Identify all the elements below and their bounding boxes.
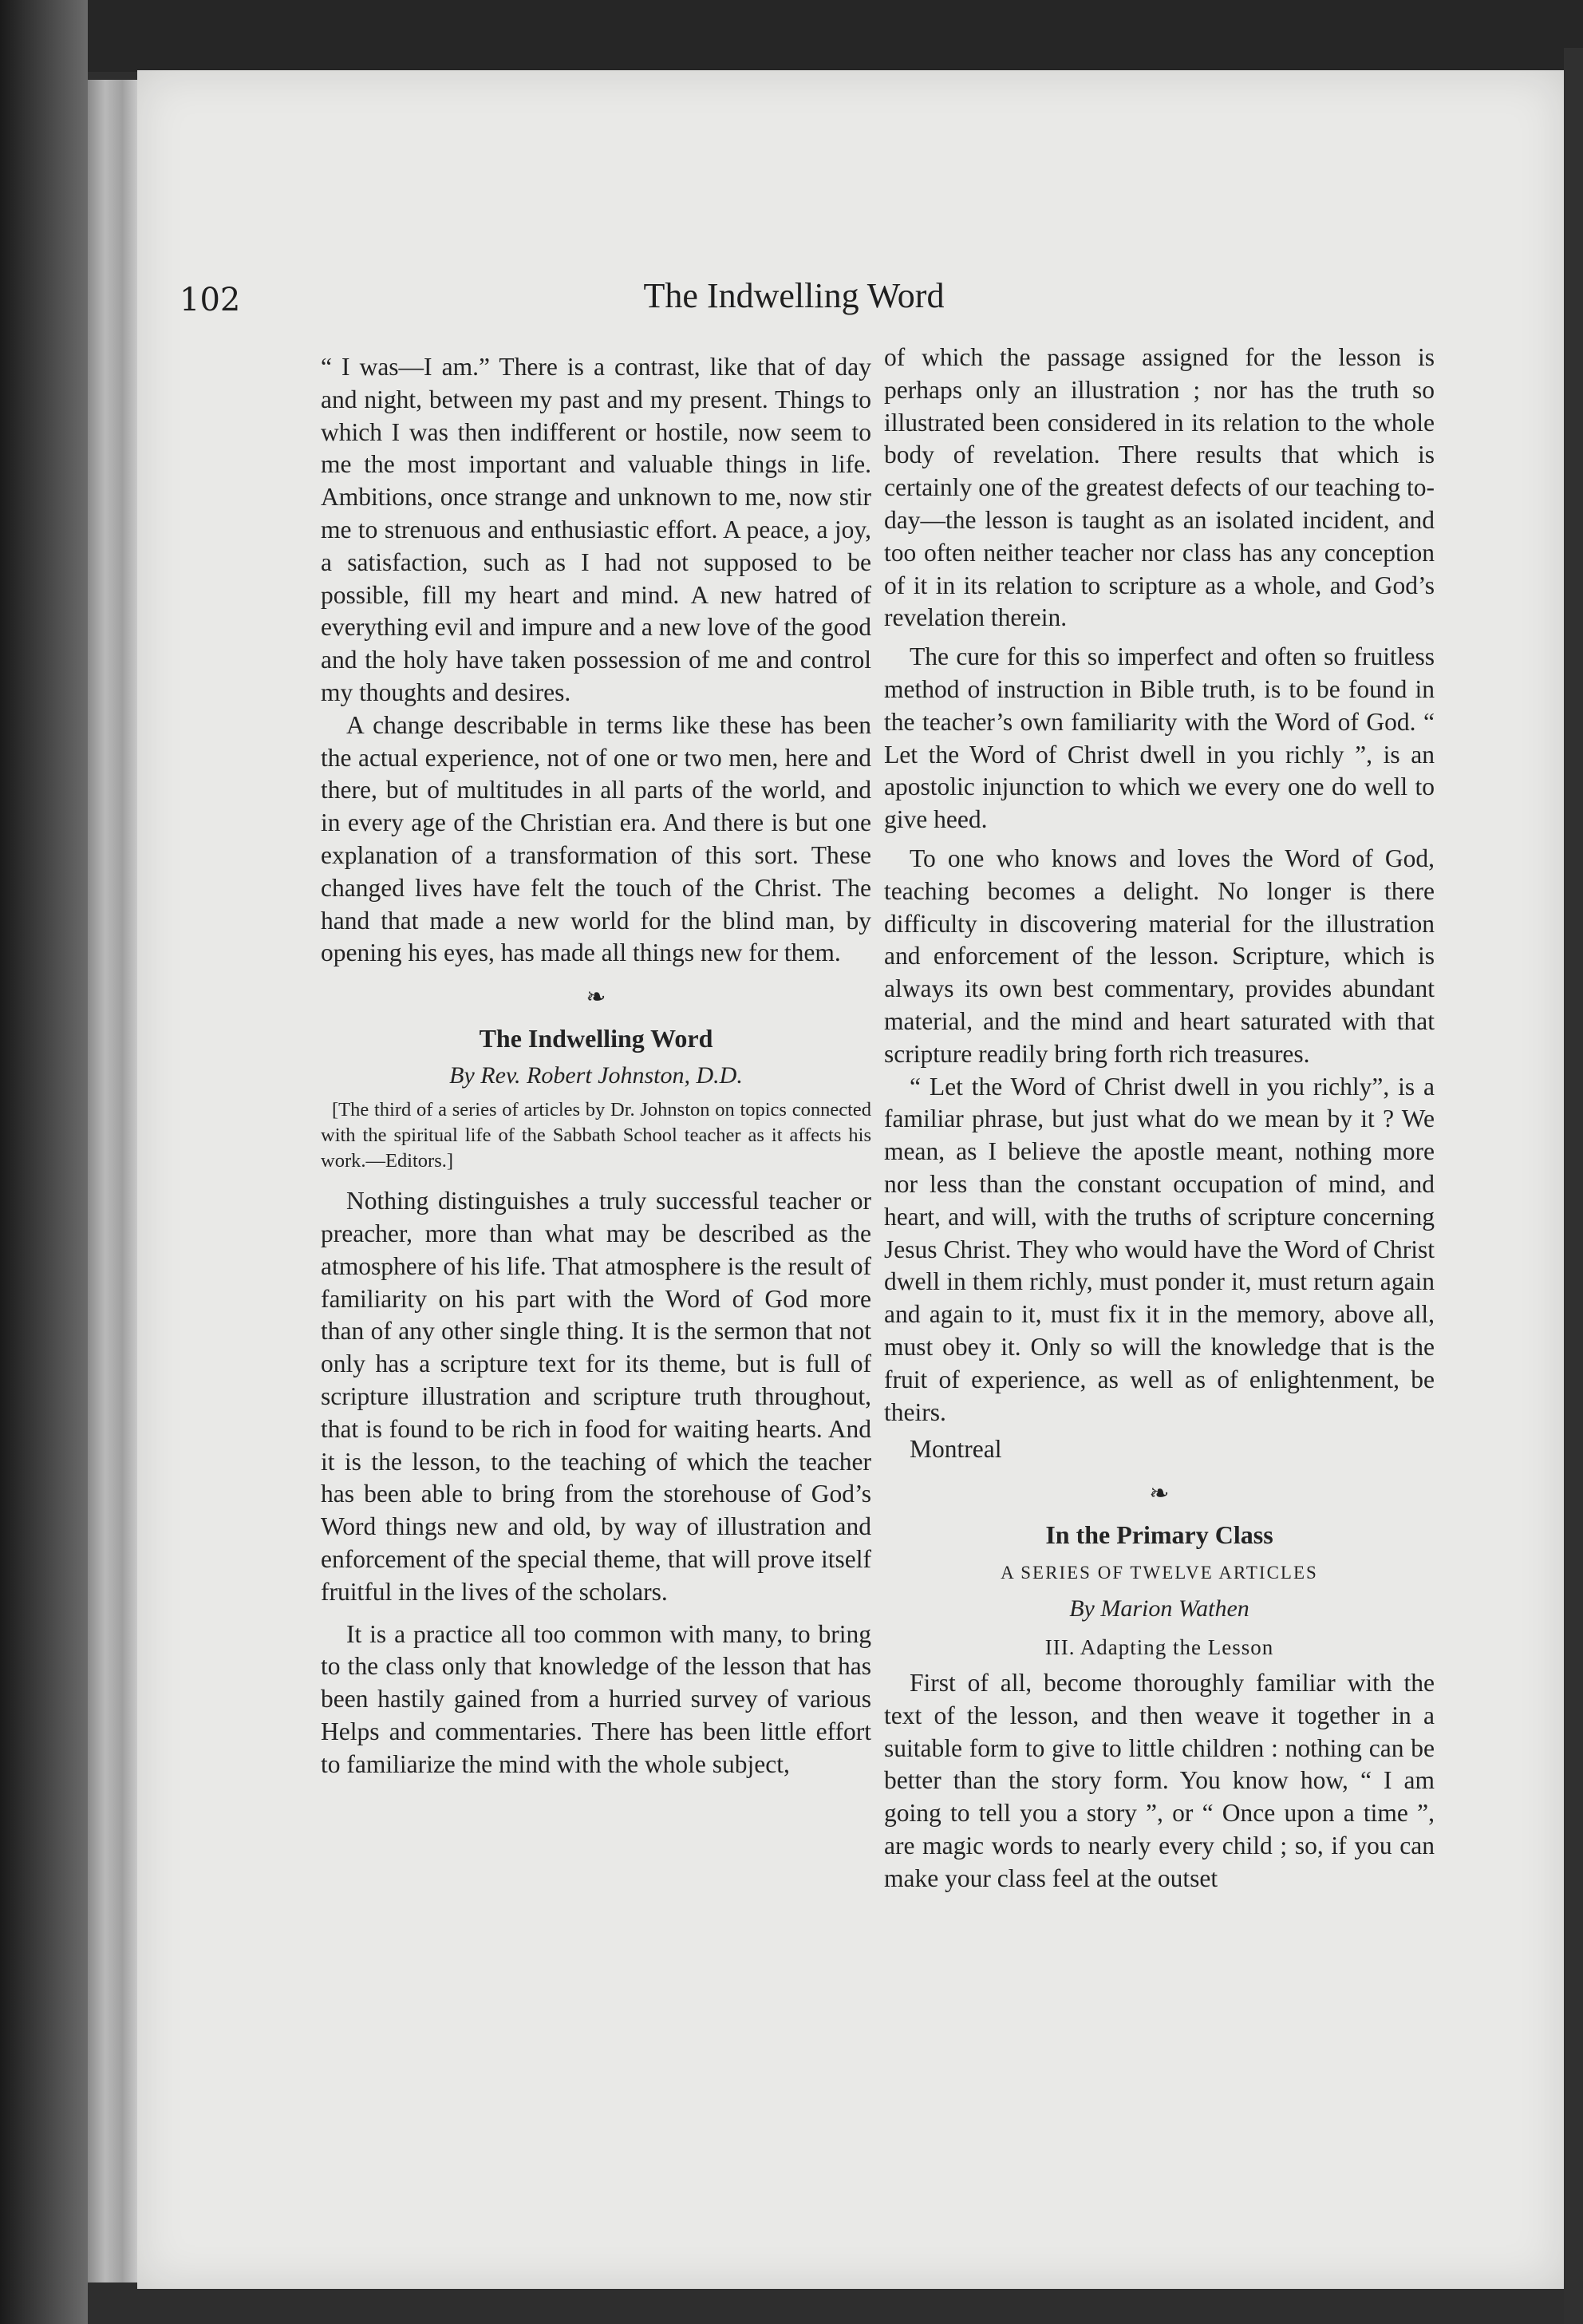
paragraph: A change describable in terms like these has been the actual experience, not of one or two men, here and there, but of multitudes in all parts of the world, and in every age of the Christian era. And there is but one explanation of a transformation of this sort. These changed lives have felt the touch of the Christ. The hand that made a new world for the blind man, by opening his eyes, has made all things new for them. bbox=[321, 710, 871, 967]
paragraph: To one who knows and loves the Word of God, teaching becomes a delight. No longer is there difficulty in discovering material for the illustration and enforcement of the lesson. Scripture, which is always its own best commentary, provides abundant material, and the mind and heart saturated with that scripture readily bring forth rich treasures. bbox=[884, 844, 1435, 1068]
scan-background-left bbox=[0, 0, 88, 2324]
paragraph: of which the passage assigned for the lesson is perhaps only an illustration ; nor has the truth so illustrated been considered in its relation to the whole body of revelation. There results that which is certainly one of the greatest defects of our teaching to-day—the lesson is taught as an isolated incident, and too often neither teacher nor class has any conception of it in its relation to scripture as a whole, and God’s revelation therein. bbox=[884, 343, 1435, 632]
paragraph: “ Let the Word of Christ dwell in you richly”, is a familiar phrase, but just what do we mean by it ? We mean, as I believe the apostle meant, nothing more nor less than the constant occupation of mind, and heart, and will, with the truths of scripture concerning Jesus Christ. They who would have the Word of Christ dwell in them richly, must ponder it, must return again and again to it, must fix it in the memory, above all, must obey it. Only so will the knowledge that is the fruit of experience, as well as of enlightenment, be theirs. bbox=[884, 1072, 1435, 1426]
page-number: 102 bbox=[180, 282, 241, 318]
article-title: The Indwelling Word bbox=[479, 1024, 713, 1053]
running-title: The Indwelling Word bbox=[643, 276, 945, 315]
article-title: In the Primary Class bbox=[1045, 1520, 1273, 1550]
section-heading: III. Adapting the Lesson bbox=[1044, 1635, 1274, 1660]
right-column bbox=[884, 342, 1435, 1895]
scan-background-right bbox=[1564, 48, 1583, 2324]
series-label: A SERIES OF TWELVE ARTICLES bbox=[1001, 1563, 1318, 1583]
left-column bbox=[321, 351, 871, 1781]
paragraph: Nothing distinguishes a truly successful teacher or preacher, more than what may be described as the atmosphere of his life. That atmosphere is the result of familiarity on his part with the Word of God more than of any other single thing. It is the sermon that not only has a scripture text for its theme, but is full of scripture illustration and scripture truth throughout, that is found to be rich in food for waiting hearts. And it is the lesson, to the teaching of which the teacher has been able to bring from the storehouse of God’s Word things new and old, by way of illustration and enforcement of the special theme, that will prove itself fruitful in the lives of the scholars. bbox=[321, 1187, 871, 1606]
editor-note: [The third of a series of articles by Dr. Johnston on topics connected with the spiritual life of the Sabbath School teacher as it affects his work.—Editors.] bbox=[321, 1099, 871, 1172]
scan-background-top bbox=[0, 0, 1583, 72]
ornament-icon: ❧ bbox=[1149, 1480, 1170, 1508]
page-header bbox=[180, 275, 1408, 323]
paragraph: First of all, become thoroughly familiar with the text of the lesson, and then weave it together in a suitable form to give to little children : nothing can be better than the story form. You know how, “ I am going to tell you a story ”, or “ Once upon a time ”, are magic words to nearly every child ; so, if you can make your class feel at the outset bbox=[884, 1669, 1435, 1892]
paragraph: It is a practice all too common with many, to bring to the class only that knowledge of the lesson that has been hastily gained from a hurried survey of various Helps and commentaries. There has been little effort to familiarize the mind with the whole subject, bbox=[321, 1619, 871, 1778]
ornament-icon: ❧ bbox=[586, 984, 606, 1011]
paragraph: The cure for this so imperfect and often so fruitless method of instruction in Bible truth, is to be found in the teacher’s own familiarity with the Word of God. “ Let the Word of Christ dwell in you richly ”, is an apostolic injunction to which we every one do well to give heed. bbox=[884, 642, 1435, 834]
article-byline: By Marion Wathen bbox=[1069, 1595, 1249, 1622]
paragraph: “ I was—I am.” There is a contrast, like that of day and night, between my past and my present. Things to which I was then indifferent or hostile, now seem to me the most important and valuable things in life. Ambitions, once strange and unknown to me, now stir me to strenuous and enthusiastic effort. A peace, a joy, a satisfaction, such as I had not supposed to be possible, fill my heart and mind. A new hatred of everything evil and impure and a new love of the good and the holy have taken possession of me and control my thoughts and desires. bbox=[321, 353, 871, 706]
signature: Montreal bbox=[910, 1435, 1002, 1464]
book-spine bbox=[88, 80, 137, 2282]
article-byline: By Rev. Robert Johnston, D.D. bbox=[449, 1062, 743, 1089]
